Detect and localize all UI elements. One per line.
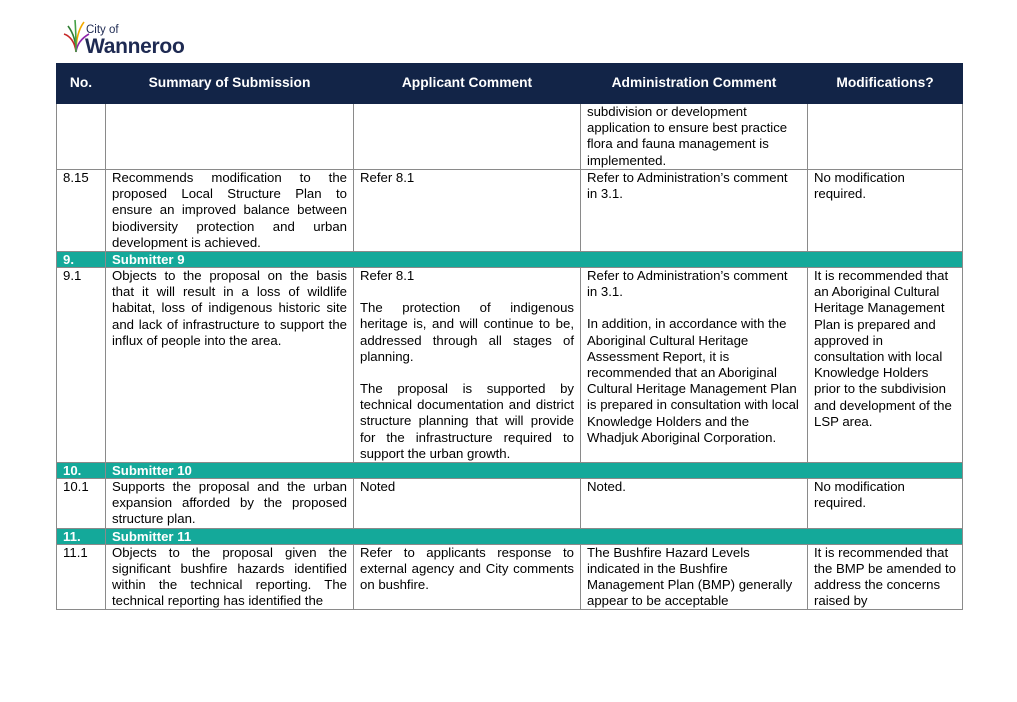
header-summary: Summary of Submission	[106, 64, 354, 104]
cell-applicant: Noted	[354, 479, 581, 529]
cell-admin: Refer to Administration’s comment in 3.1.	[581, 170, 808, 252]
section-title: Submitter 9	[106, 252, 963, 268]
cell-mod: No modification required.	[808, 170, 963, 252]
cell-no: 11.1	[57, 544, 106, 610]
section-row-submitter-9	[57, 252, 963, 268]
section-number: 10.	[57, 463, 106, 479]
applicant-paragraph: The protection of indigenous heritage is, and will continue to be, addressed through all stages of planning.	[360, 300, 574, 364]
table-row	[57, 544, 963, 610]
cell-applicant: Refer to applicants response to external agency and City comments on bushfire.	[354, 544, 581, 610]
cell-mod: It is recommended that an Aboriginal Cultural Heritage Management Plan is prepared and approved in consultation with local Knowledge Holders prior to the subdivision and development of the LSP area.	[808, 268, 963, 463]
section-number: 11.	[57, 528, 106, 544]
cell-no: 8.15	[57, 170, 106, 252]
submissions-table	[56, 63, 963, 610]
section-title: Submitter 11	[106, 528, 963, 544]
cell-mod: No modification required.	[808, 479, 963, 529]
section-row-submitter-10	[57, 463, 963, 479]
header-admin: Administration Comment	[581, 64, 808, 104]
cell-admin	[581, 268, 808, 463]
section-row-submitter-11	[57, 528, 963, 544]
header-applicant: Applicant Comment	[354, 64, 581, 104]
admin-paragraph: Refer to Administration’s comment in 3.1.	[587, 268, 788, 300]
cell-applicant: Refer 8.1	[354, 170, 581, 252]
table-header-row	[57, 64, 963, 104]
cell-no	[57, 104, 106, 170]
cell-admin: Noted.	[581, 479, 808, 529]
cell-mod: It is recommended that the BMP be amended to address the concerns raised by	[808, 544, 963, 610]
cell-no: 10.1	[57, 479, 106, 529]
cell-applicant	[354, 268, 581, 463]
cell-applicant	[354, 104, 581, 170]
table-row	[57, 479, 963, 529]
applicant-paragraph: The proposal is supported by technical documentation and district structure planning that will provide for the infrastructure required to support the urban growth.	[360, 381, 574, 461]
header-no: No.	[57, 64, 106, 104]
table-row	[57, 170, 963, 252]
table-row	[57, 268, 963, 463]
city-logo	[62, 14, 192, 60]
logo-name-text: Wanneroo	[85, 35, 185, 58]
applicant-paragraph: Refer 8.1	[360, 268, 415, 284]
cell-summary: Objects to the proposal given the significant bushfire hazards identified within the technical reporting. The technical reporting has identified the	[106, 544, 354, 610]
section-title: Submitter 10	[106, 463, 963, 479]
cell-summary: Supports the proposal and the urban expansion afforded by the proposed structure plan.	[106, 479, 354, 529]
cell-no: 9.1	[57, 268, 106, 463]
cell-admin: The Bushfire Hazard Levels indicated in the Bushfire Management Plan (BMP) generally appear to be acceptable	[581, 544, 808, 610]
logo-city-text: City of	[86, 24, 119, 36]
cell-admin: subdivision or development application to ensure best practice flora and fauna management is implemented.	[581, 104, 808, 170]
admin-paragraph: In addition, in accordance with the Aboriginal Cultural Heritage Assessment Report, it is recommended that an Aboriginal Cultural Heritage Management Plan is prepared in consultation with local Knowledge Holders and the Whadjuk Aboriginal Corporation.	[587, 316, 799, 445]
cell-summary: Objects to the proposal on the basis that it will result in a loss of wildlife habitat, loss of indigenous historic site and lack of infrastructure to support the influx of people into the area.	[106, 268, 354, 463]
header-modifications: Modifications?	[808, 64, 963, 104]
cell-summary: Recommends modification to the proposed Local Structure Plan to ensure an improved balance between biodiversity protection and urban development is achieved.	[106, 170, 354, 252]
cell-summary	[106, 104, 354, 170]
cell-mod	[808, 104, 963, 170]
section-number: 9.	[57, 252, 106, 268]
table-row	[57, 104, 963, 170]
